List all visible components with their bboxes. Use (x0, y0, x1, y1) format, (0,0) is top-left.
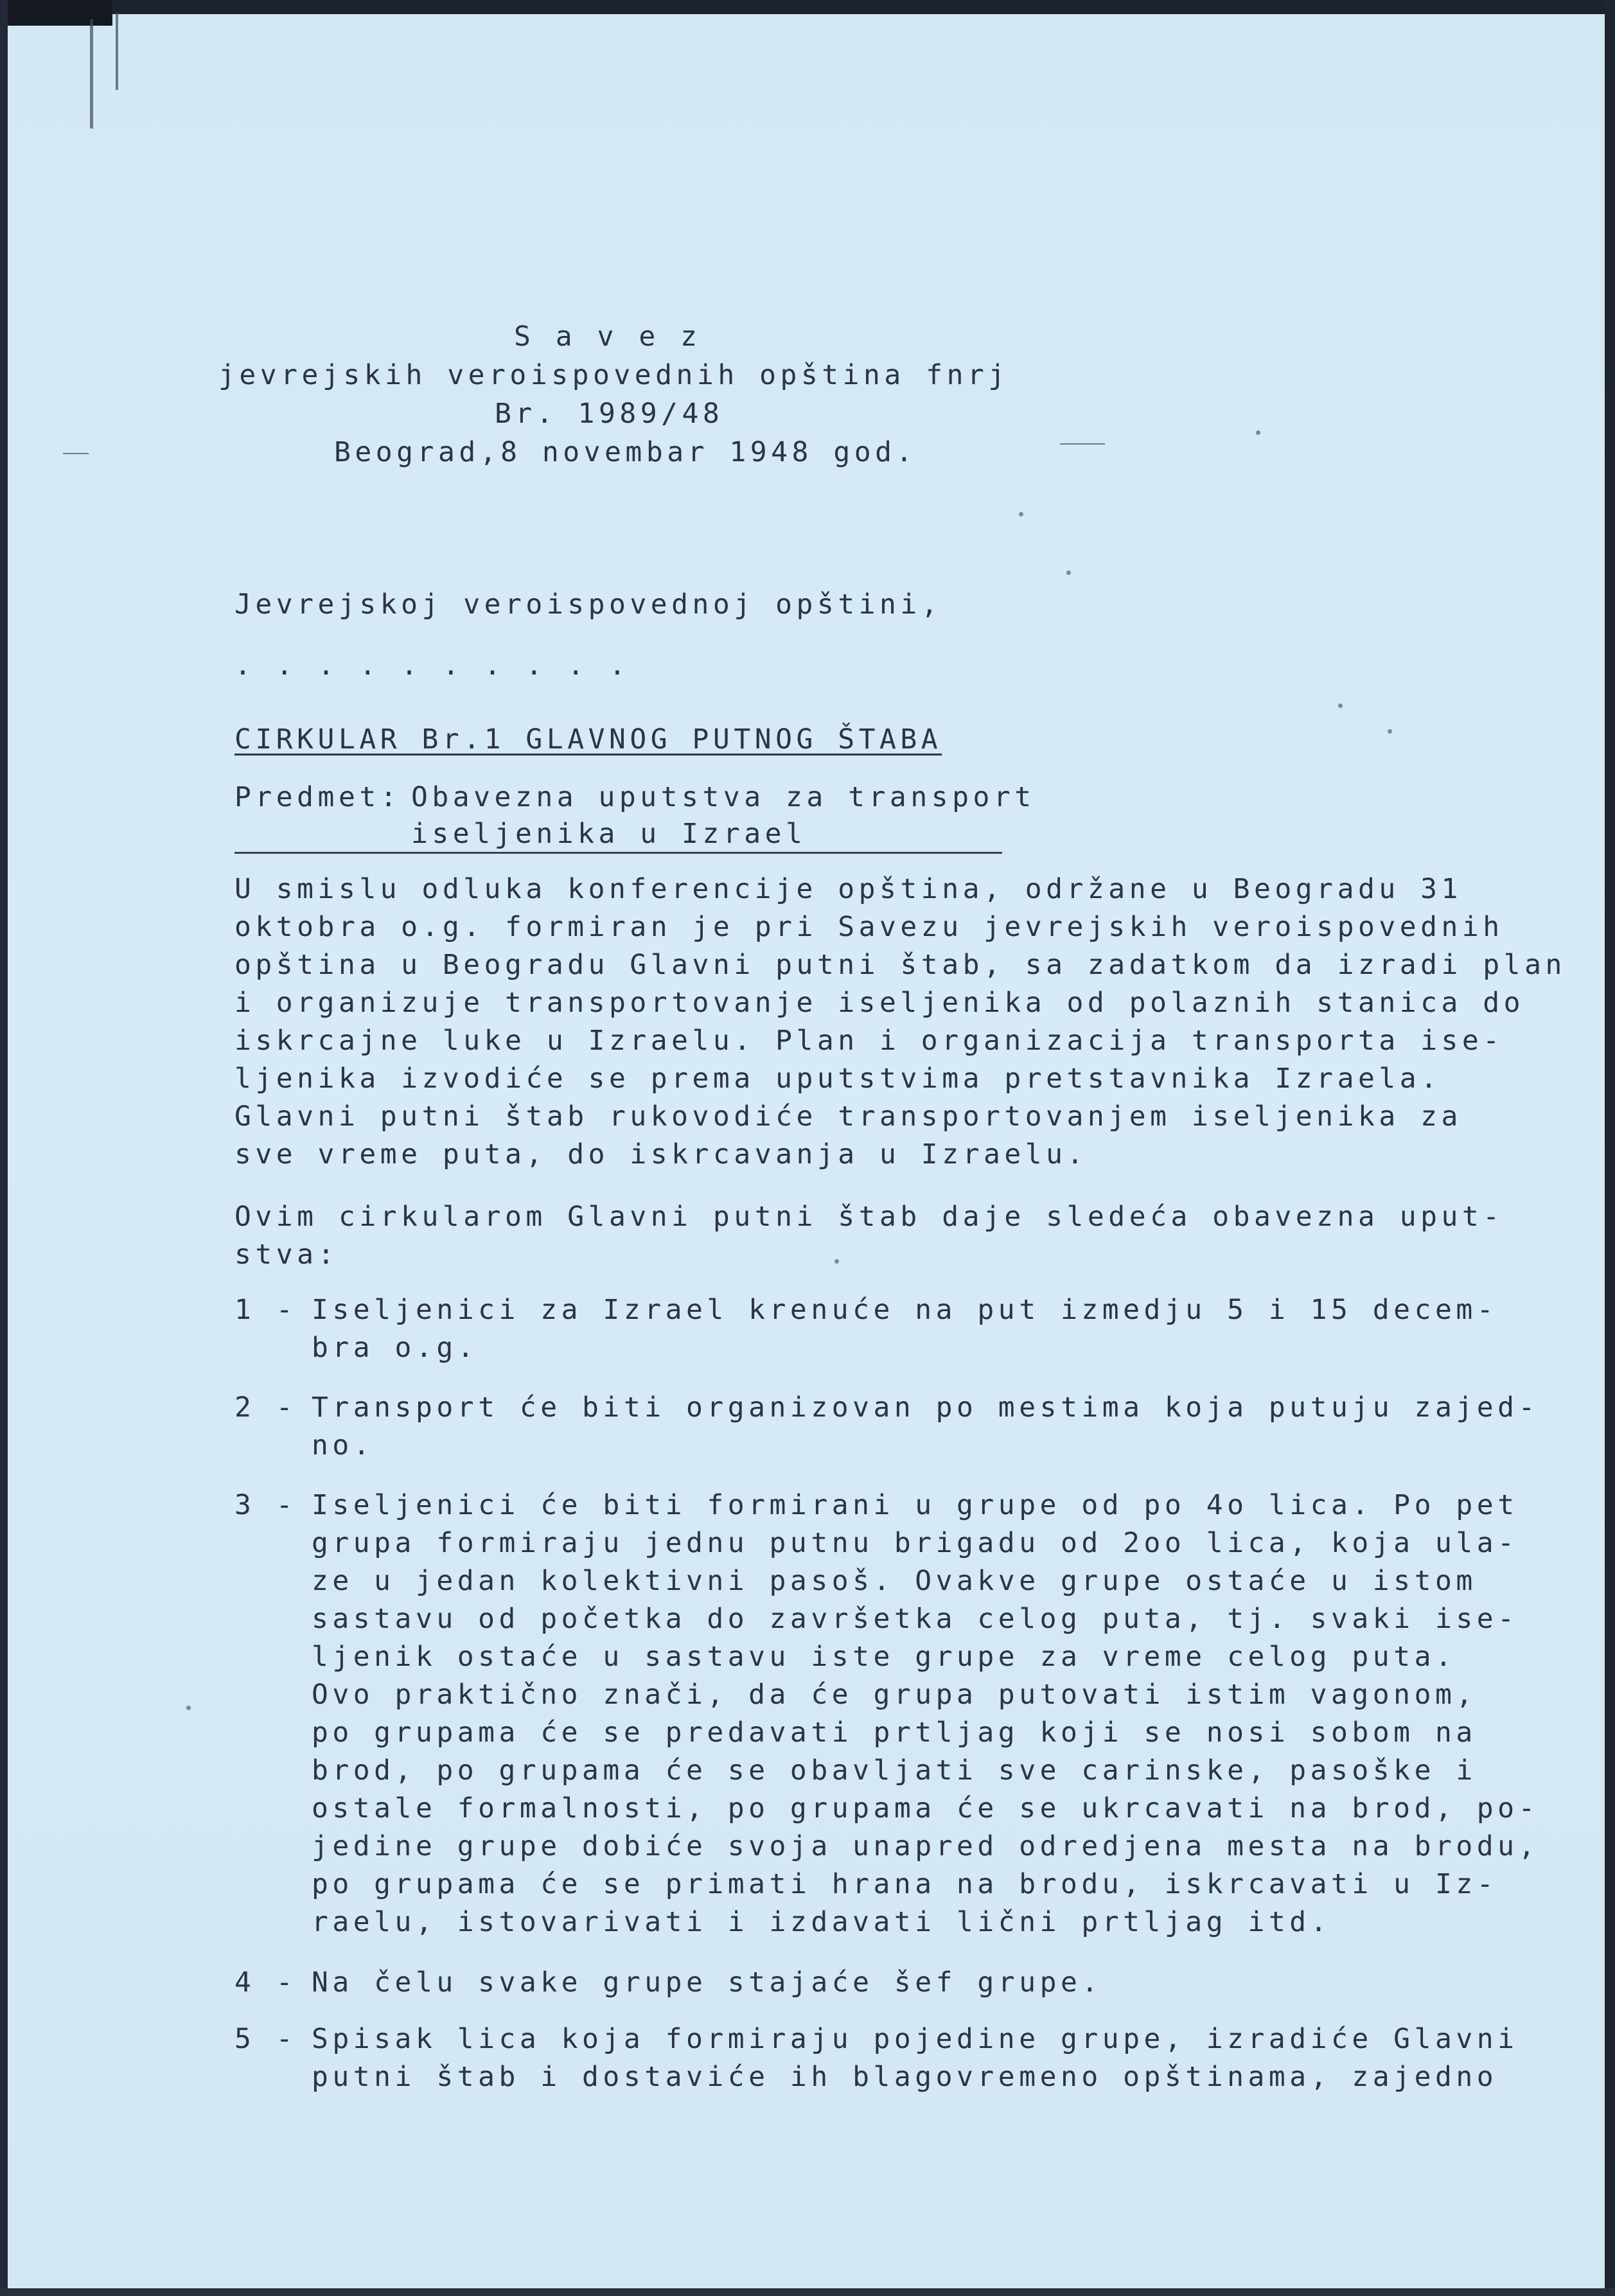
item-line: po grupama će se primati hrana na brodu, iskrcavati u Iz- (312, 1868, 1498, 1900)
item-line: bra o.g. (312, 1332, 479, 1364)
item-line: Iseljenici za Izrael krenuće na put izmedju 5 i 15 decem- (312, 1294, 1498, 1326)
scan-speck (186, 1706, 191, 1710)
item-line: Iseljenici će biti formirani u grupe od po 4o lica. Po pet (312, 1489, 1519, 1521)
item-line: Transport će biti organizovan po mestima koja putuju zajed- (312, 1391, 1539, 1424)
scan-speck (1388, 729, 1392, 734)
addressee: Jevrejskoj veroispovednoj opštini, (234, 588, 942, 621)
item-line: Ovo praktično znači, da će grupa putovati istim vagonom, (312, 1679, 1477, 1711)
scan-edge-top (0, 0, 1615, 14)
org-name: jevrejskih veroispovednih opština fnrj (218, 359, 1009, 391)
item-line: ostale formalnosti, po grupama će se ukrcavati na brod, po- (312, 1792, 1539, 1824)
item-line: Na čelu svake grupe stajaće šef grupe. (312, 1966, 1102, 1999)
item-line: putni štab i dostaviće ih blagovremeno opštinama, zajedno (312, 2061, 1498, 2093)
intro-line: iskrcajne luke u Izraelu. Plan i organizacija transporta ise- (234, 1025, 1504, 1057)
scan-scratch (1060, 443, 1105, 445)
lead-in-line: stva: (234, 1239, 339, 1271)
intro-line: ljenika izvodiće se prema uputstvima pretstavnika Izraela. (234, 1063, 1442, 1095)
circular-title: CIRKULAR Br.1 GLAVNOG PUTNOG ŠTABA (234, 723, 942, 755)
scan-speck (1256, 430, 1260, 435)
item-line: ljenik ostaće u sastavu iste grupe za vreme celog puta. (312, 1641, 1456, 1673)
document-number: Br. 1989/48 (495, 398, 724, 430)
subject-rule (234, 852, 1002, 854)
scan-scratch (90, 19, 93, 128)
intro-line: opština u Beogradu Glavni putni štab, sa zadatkom da izradi plan (234, 949, 1566, 981)
lead-in-line: Ovim cirkularom Glavni putni štab daje sledeća obavezna uput- (234, 1201, 1504, 1233)
intro-line: Glavni putni štab rukovodiće transportovanjem iseljenika za (234, 1100, 1462, 1133)
scan-speck (1019, 512, 1023, 517)
scan-edge-left (0, 0, 8, 2296)
item-line: ze u jedan kolektivni pasoš. Ovakve grupe ostaće u istom (312, 1565, 1477, 1597)
item-line: jedine grupe dobiće svoja unapred odredjena mesta na brodu, (312, 1830, 1539, 1862)
item-line: sastavu od početka do završetka celog puta, tj. svaki ise- (312, 1603, 1519, 1635)
subject-label: Predmet: (234, 781, 402, 813)
scan-corner (0, 0, 112, 26)
scan-edge-right (1605, 0, 1615, 2296)
scan-edge-bottom (0, 2288, 1615, 2296)
subject-line-1: Obavezna uputstva za transport (411, 781, 1036, 813)
item-number: 1 - (234, 1294, 297, 1326)
item-line: po grupama će se predavati prtljag koji se nosi sobom na (312, 1717, 1477, 1749)
intro-line: i organizuje transportovanje iseljenika od polaznih stanica do (234, 987, 1525, 1019)
intro-line: U smislu odluka konferencije opština, održane u Beogradu 31 (234, 873, 1462, 905)
item-line: no. (312, 1429, 375, 1461)
item-line: raelu, istovarivati i izdavati lični prtljag itd. (312, 1906, 1332, 1938)
scan-speck (1066, 570, 1071, 575)
item-number: 2 - (234, 1391, 297, 1424)
addressee-dots: . . . . . . . . . . (234, 649, 630, 682)
scan-speck (834, 1259, 839, 1264)
item-line: grupa formiraju jednu putnu brigadu od 2oo lica, koja ula- (312, 1527, 1519, 1559)
scan-scratch (63, 453, 89, 454)
intro-line: oktobra o.g. formiran je pri Savezu jevrejskih veroispovednih (234, 911, 1504, 943)
item-number: 4 - (234, 1966, 297, 1999)
intro-line: sve vreme puta, do iskrcavanja u Izraelu. (234, 1138, 1088, 1170)
subject-line-2: iseljenika u Izrael (411, 818, 807, 850)
scan-speck (1338, 703, 1343, 708)
org-spaced-title: S a v e z (514, 321, 702, 353)
item-line: Spisak lica koja formiraju pojedine grupe, izradiće Glavni (312, 2023, 1519, 2055)
place-date: Beograd,8 novembar 1948 god. (334, 436, 917, 468)
item-number: 3 - (234, 1489, 297, 1521)
scan-scratch (116, 13, 118, 90)
item-number: 5 - (234, 2023, 297, 2055)
item-line: brod, po grupama će se obavljati sve carinske, pasoške i (312, 1754, 1477, 1787)
